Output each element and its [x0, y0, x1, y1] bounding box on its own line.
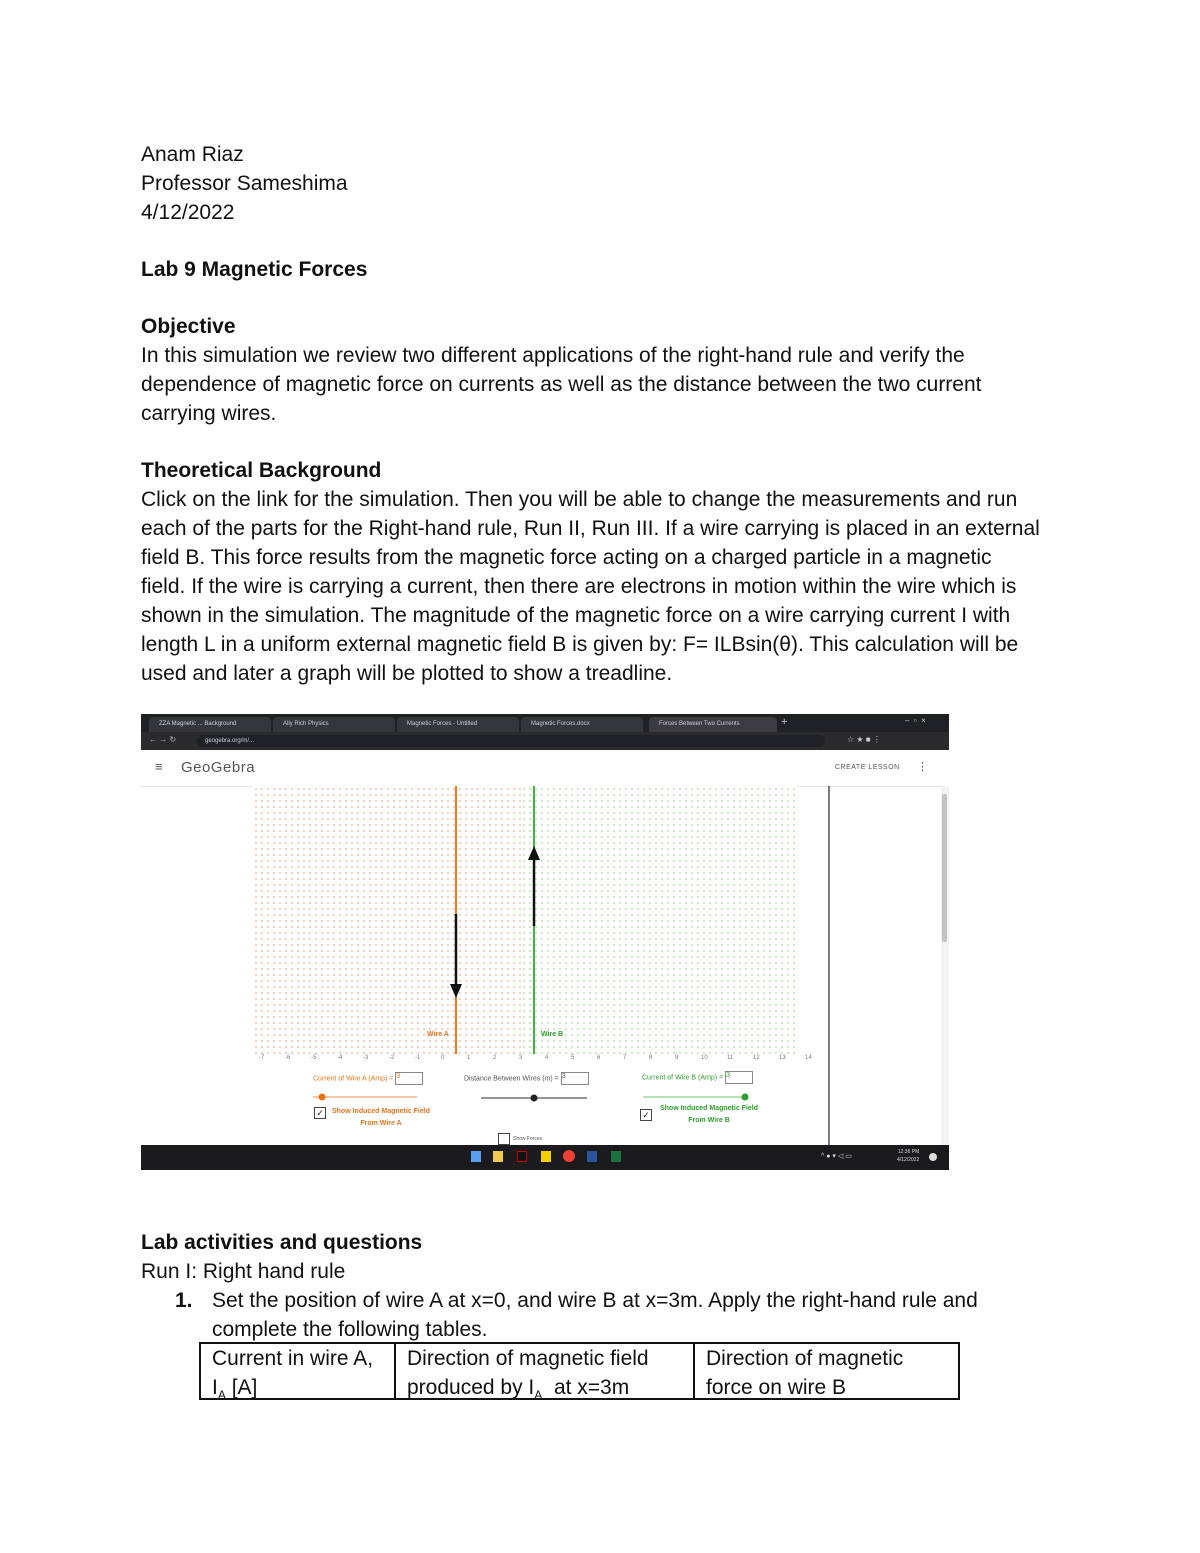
- current-b-input[interactable]: 3: [725, 1071, 753, 1084]
- current-b-arrowhead: [528, 846, 540, 860]
- activities-section: [141, 1228, 1071, 1344]
- show-field-a-checkbox[interactable]: ✓: [314, 1107, 326, 1119]
- table-header-text: [407, 1373, 687, 1410]
- date: 4/12/2022: [141, 201, 235, 224]
- tick-label: 5: [571, 1055, 575, 1061]
- background-line: field. If the wire is carrying a current, then there are electrons in motion within the wire which is: [141, 575, 1017, 598]
- objective-line: dependence of magnetic force on currents as well as the distance between the two current: [141, 373, 982, 396]
- table-header-field: [396, 1344, 687, 1403]
- objective-line: carrying wires.: [141, 402, 277, 425]
- tick-label: 7: [623, 1055, 627, 1061]
- table-header-text: Direction of magnetic field: [407, 1347, 649, 1370]
- current-a-control: [313, 1072, 423, 1085]
- clock-time: 12:36 PM: [897, 1149, 920, 1155]
- tick-label: 9: [675, 1055, 679, 1061]
- tick-label: -6: [285, 1055, 291, 1061]
- simulation-screenshot: [141, 714, 949, 1170]
- x-axis-ticks: [259, 1055, 829, 1065]
- current-b-control: [642, 1071, 753, 1084]
- tick-label: 10: [701, 1055, 708, 1061]
- tick-label: -5: [311, 1055, 317, 1061]
- activities-heading: Lab activities and questions: [141, 1231, 423, 1254]
- list-line: Set the position of wire A at x=0, and wire B at x=3m. Apply the right-hand rule and: [212, 1289, 978, 1312]
- distance-label: Distance Between Wires (m) =: [464, 1075, 559, 1083]
- show-field-b-checkbox[interactable]: ✓: [640, 1109, 652, 1121]
- show-field-b-label: Show Induced Magnetic Field From Wire B: [659, 1105, 758, 1124]
- tick-label: -3: [363, 1055, 369, 1061]
- tick-label: -1: [415, 1055, 421, 1061]
- table-header-text: force on wire B: [706, 1376, 847, 1399]
- subscript-a: A: [217, 1388, 226, 1403]
- scrollbar-thumb[interactable]: [942, 794, 947, 942]
- tick-label: 6: [597, 1055, 601, 1061]
- distance-slider-handle[interactable]: [531, 1095, 538, 1102]
- tick-label: 4: [545, 1055, 549, 1061]
- document-body: [141, 140, 1071, 688]
- objective-line: In this simulation we review two different applications of the right-hand rule and verify the: [141, 344, 965, 367]
- browser-tab[interactable]: Magnetic Forces - Untitled: [397, 717, 519, 732]
- table-header-text: Direction of magnetic: [706, 1347, 904, 1370]
- list-line: complete the following tables.: [212, 1318, 488, 1341]
- tick-label: 13: [779, 1055, 786, 1061]
- sticky-notes-icon[interactable]: [541, 1151, 551, 1162]
- subscript-a: A: [534, 1388, 543, 1403]
- objective-heading: Objective: [141, 315, 236, 338]
- current-a-label: Current of Wire A (Amp) =: [313, 1075, 394, 1083]
- browser-tab[interactable]: Magnetic Forces.docx: [521, 717, 643, 732]
- results-table: [199, 1342, 960, 1403]
- clock[interactable]: [897, 1148, 919, 1164]
- tick-label: 0: [441, 1055, 445, 1061]
- show-forces-checkbox[interactable]: [498, 1133, 510, 1145]
- list-item: [141, 1286, 1071, 1344]
- word-icon[interactable]: [587, 1151, 597, 1162]
- current-a-arrowhead: [450, 984, 462, 998]
- excel-icon[interactable]: [611, 1151, 621, 1162]
- table-header-force: [695, 1344, 956, 1398]
- background-line: used and later a graph will be plotted to show a treadline.: [141, 662, 673, 685]
- table-header-text: [212, 1373, 393, 1410]
- show-forces-label: Show Forces: [513, 1136, 543, 1142]
- new-tab-icon[interactable]: +: [781, 716, 788, 728]
- wire-b-label: Wire B: [541, 1031, 564, 1038]
- position-text: at x=3m: [542, 1376, 630, 1399]
- create-lesson-button[interactable]: CREATE LESSON: [835, 764, 900, 771]
- extensions-icon[interactable]: ☆ ★ ■ ⋮: [847, 735, 881, 744]
- window-controls-icon[interactable]: – ▫ ×: [905, 716, 926, 725]
- background-line: field B. This force results from the magnetic force acting on a charged particle in a magnetic: [141, 546, 992, 569]
- table-header-text: Current in wire A,: [212, 1347, 374, 1370]
- list-number: 1.: [175, 1289, 193, 1312]
- system-tray-icon[interactable]: ^ ● ▾ ◁ ▭: [821, 1153, 852, 1160]
- show-field-a-label: Show Induced Magnetic Field From Wire A: [331, 1108, 430, 1127]
- professor-name: Professor Sameshima: [141, 172, 348, 195]
- tick-label: -4: [337, 1055, 343, 1061]
- background-line: Click on the link for the simulation. Then you will be able to change the measurements and run: [141, 488, 1018, 511]
- current-b-slider-handle[interactable]: [742, 1094, 749, 1101]
- background-heading: Theoretical Background: [141, 459, 382, 482]
- tick-label: 14: [805, 1055, 812, 1061]
- tick-label: 3: [519, 1055, 523, 1061]
- tick-label: -2: [389, 1055, 395, 1061]
- distance-control: [464, 1072, 589, 1085]
- tick-label: 8: [649, 1055, 653, 1061]
- wire-a-label: Wire A: [427, 1031, 449, 1038]
- start-icon[interactable]: [471, 1151, 481, 1162]
- distance-input[interactable]: 3: [561, 1072, 589, 1085]
- more-options-icon[interactable]: ⋮: [917, 761, 928, 773]
- browser-tab[interactable]: ZZA Magnetic ... Background: [149, 717, 271, 732]
- tick-label: -7: [259, 1055, 265, 1061]
- tick-label: 11: [727, 1055, 734, 1061]
- chrome-icon[interactable]: [563, 1150, 575, 1162]
- app-icon[interactable]: [517, 1151, 527, 1162]
- field-text: produced by I: [407, 1376, 535, 1399]
- browser-tab-active[interactable]: Forces Between Two Currents: [649, 717, 777, 732]
- file-explorer-icon[interactable]: [493, 1151, 503, 1162]
- background-line: each of the parts for the Right-hand rule, Run II, Run III. If a wire carrying is placed in an external: [141, 517, 1040, 540]
- tick-label: 12: [753, 1055, 760, 1061]
- tick-label: 2: [493, 1055, 497, 1061]
- geogebra-logo: GeoGebra: [181, 759, 256, 776]
- lab-title: Lab 9 Magnetic Forces: [141, 258, 368, 281]
- symbol-i: I: [212, 1376, 218, 1399]
- background-line: length L in a uniform external magnetic field B is given by: F= ILBsin(θ). This calculation will be: [141, 633, 1019, 656]
- menu-icon[interactable]: ≡: [155, 759, 163, 774]
- url-field[interactable]: geogebra.org/m/...: [197, 735, 825, 747]
- author-name: Anam Riaz: [141, 143, 244, 166]
- current-b-label: Current of Wire B (Amp) =: [642, 1074, 724, 1082]
- unit-text: [A]: [225, 1376, 258, 1399]
- browser-tab[interactable]: Ally Rich Physics: [273, 717, 395, 732]
- nav-arrows-icon[interactable]: ← → ↻: [149, 735, 177, 744]
- simulation-canvas: [141, 714, 949, 1170]
- run-title: Run I: Right hand rule: [141, 1260, 346, 1283]
- background-line: shown in the simulation. The magnitude of the magnetic force on a wire carrying current I with: [141, 604, 1011, 627]
- clock-date: 4/12/2022: [897, 1157, 920, 1163]
- windows-taskbar: [141, 1145, 949, 1170]
- tick-label: 1: [467, 1055, 471, 1061]
- current-a-input[interactable]: 3: [395, 1072, 423, 1085]
- notification-icon[interactable]: [929, 1153, 937, 1161]
- current-a-slider-handle[interactable]: [319, 1094, 326, 1101]
- table-header-current: [201, 1344, 393, 1403]
